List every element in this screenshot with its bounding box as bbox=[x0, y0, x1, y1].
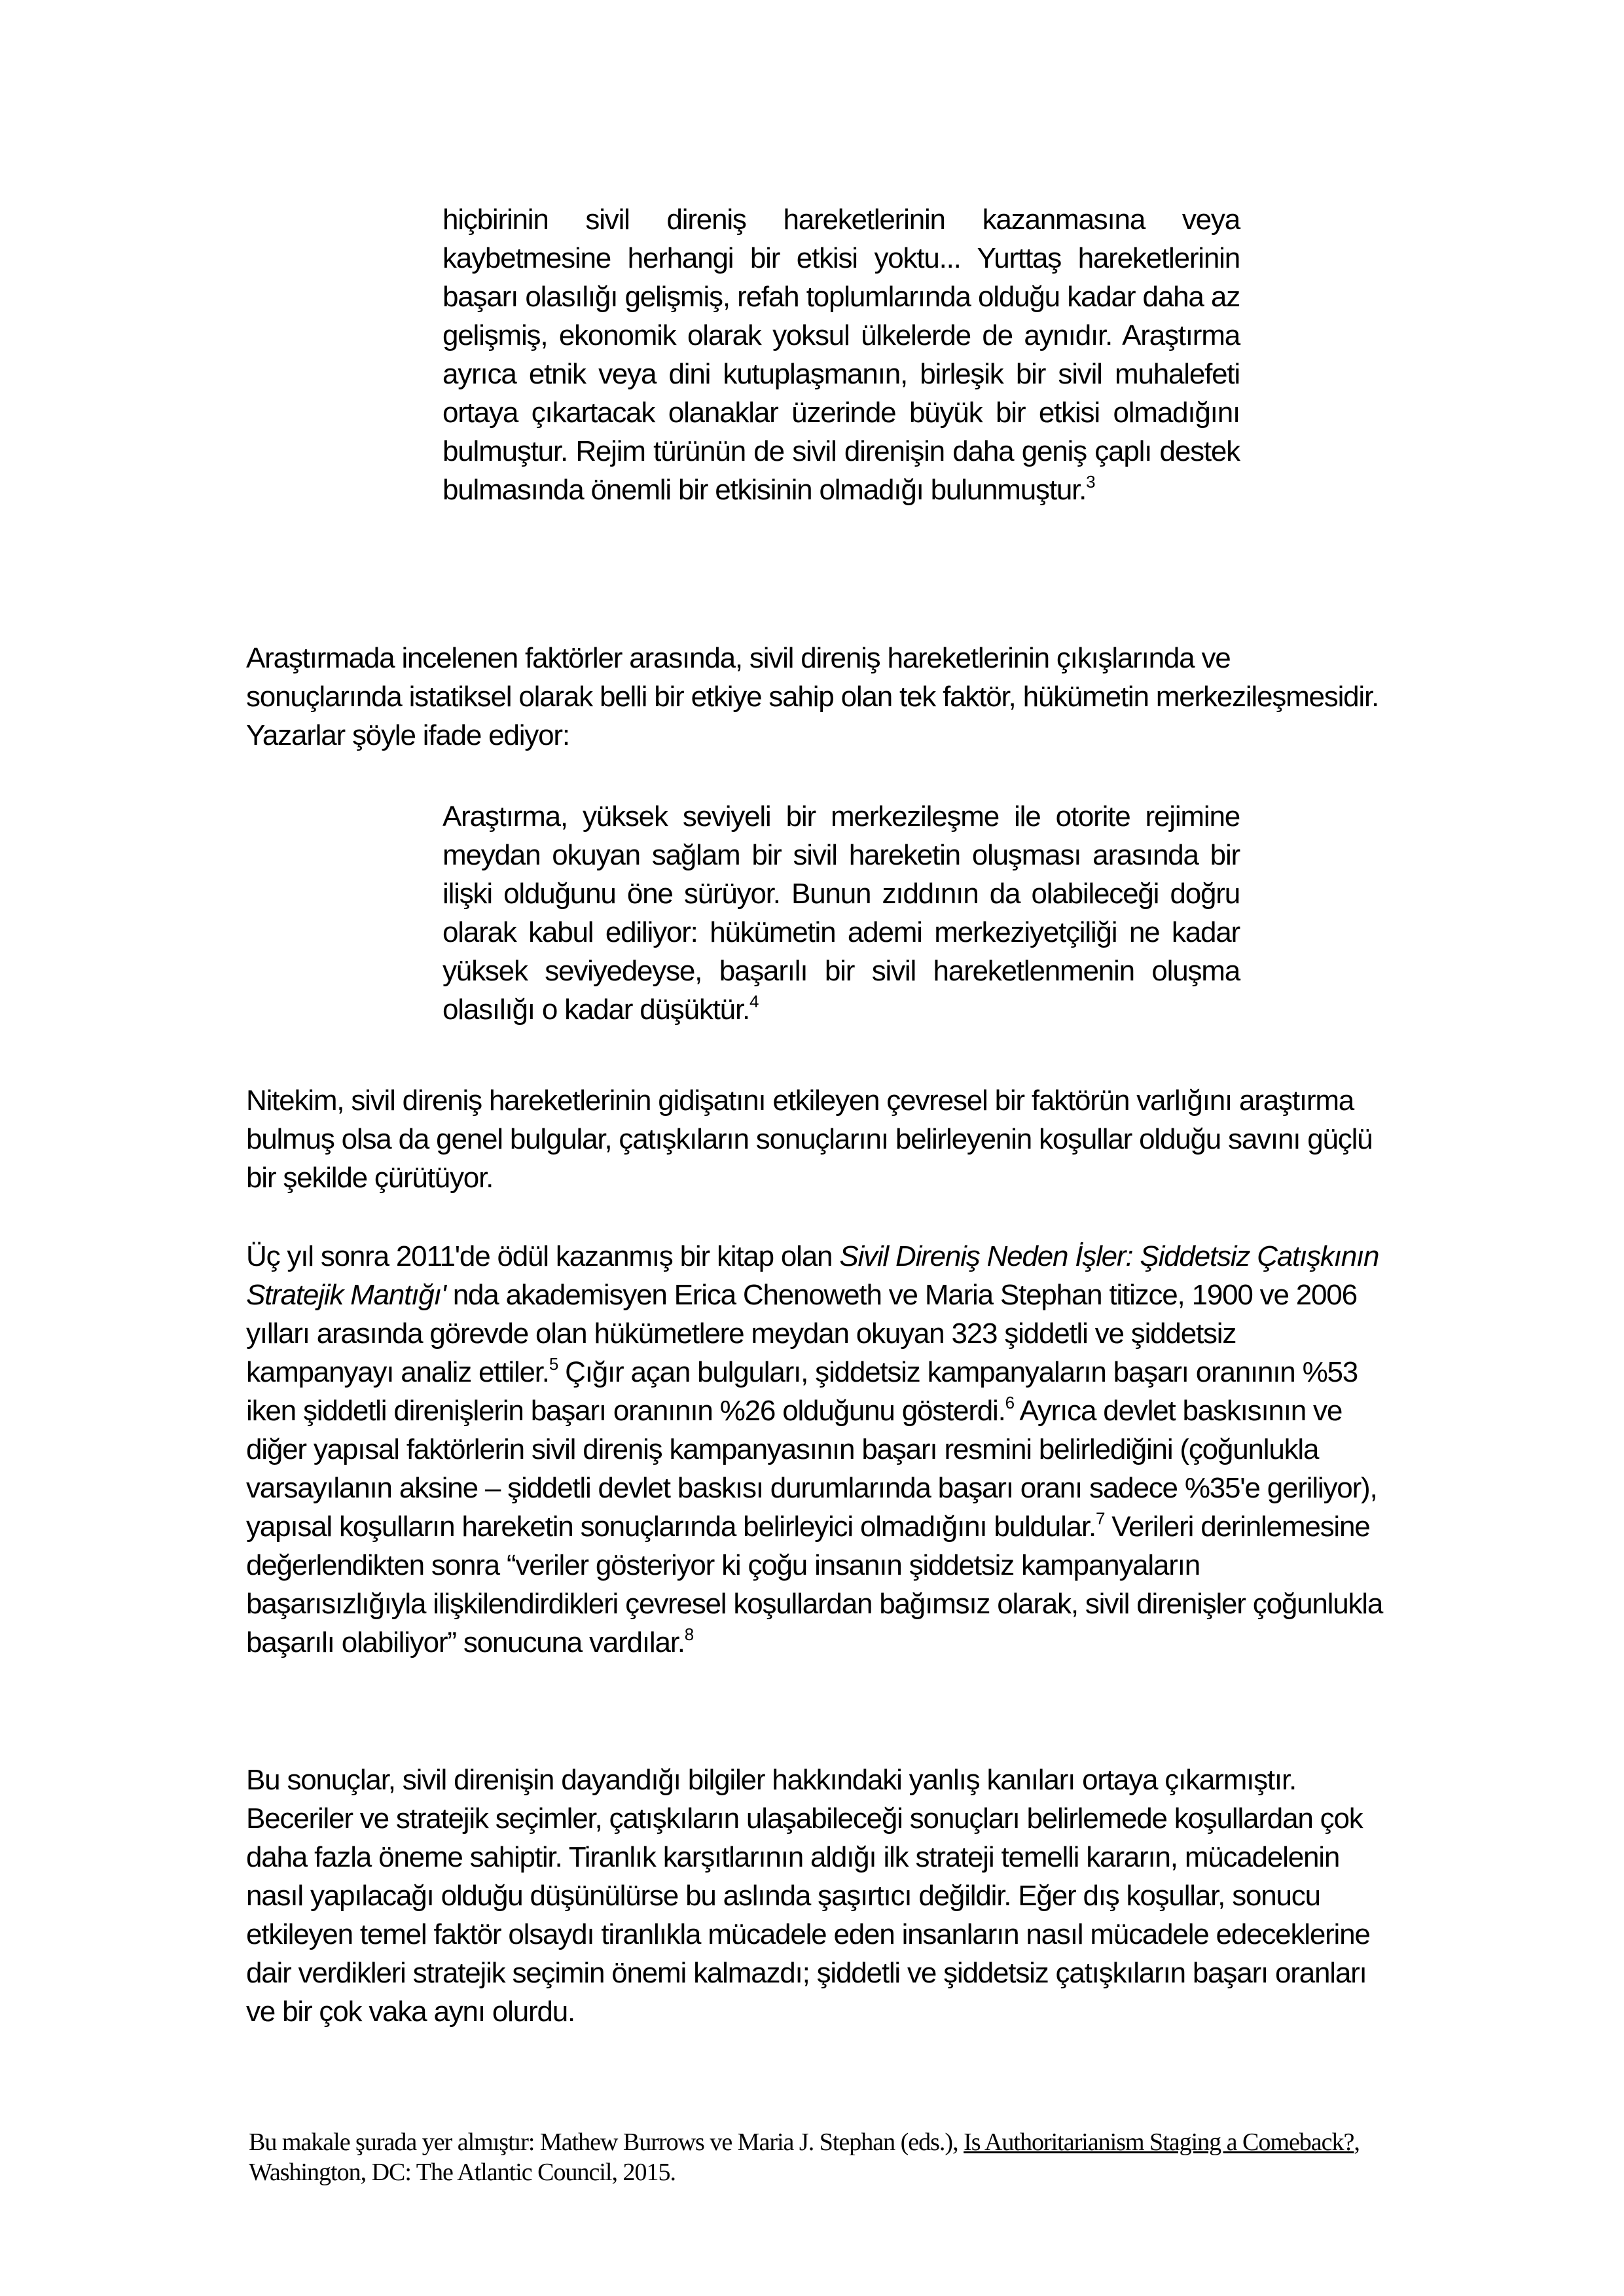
paragraph-3-segment-3: Ayrıca devlet baskısının ve diğer yapısal faktörlerin sivil direniş kampanyasının başarı resmini belirlediğini (çoğunlukla varsayılanın aksine – şiddetli devlet baskısı durumlarında başarı oranı sadece %35'e geriliyor), yapısal koşulların hareketin sonuçlarında belirleyici olmadığını buldular. bbox=[246, 1395, 1377, 1543]
footer-prefix: Bu makale şurada yer almıştır: Mathew Burrows ve Maria J. Stephan (eds.), bbox=[249, 2128, 964, 2156]
paragraph-1: Araştırmada incelenen faktörler arasında, sivil direniş hareketlerinin çıkışlarında ve sonuçlarında istatiksel olarak belli bir etkiye sahip olan tek faktör, hükümetin merkezileşmesidir. Yazarlar şöyle ifade ediyor: bbox=[246, 642, 1379, 751]
block-quote-2 bbox=[442, 797, 1240, 1029]
block-quote-2-text: Araştırma, yüksek seviyeli bir merkezileşme ile otorite rejimine meydan okuyan sağlam bir sivil hareketin oluşması arasında bir ilişki olduğunu öne sürüyor. Bunun zıddının da olabileceği doğru olarak kabul ediliyor: hükümetin ademi merkeziyetçiliği ne kadar yüksek seviyedeyse, başarılı bir sivil hareketlenmenin oluşma olasılığı o kadar düşüktür. bbox=[442, 800, 1240, 1026]
paragraph-3-segment-1: nda akademisyen Erica Chenoweth ve Maria Stephan titizce, 1900 ve 2006 yılları arasında görevde olan hükümetlere meydan okuyan 323 şiddetli ve şiddetsiz kampanyayı analiz ettiler. bbox=[246, 1279, 1357, 1388]
paragraph-3-intro: Üç yıl sonra 2011'de ödül kazanmış bir kitap olan bbox=[246, 1240, 840, 1272]
footnote-ref-5[interactable]: 5 bbox=[549, 1354, 558, 1374]
footnote-ref-3[interactable]: 3 bbox=[1086, 472, 1095, 492]
page-footer-citation bbox=[249, 2127, 1375, 2187]
book-title: Sivil Direniş Neden İşler: Şiddetsiz Çatışkının Stratejik Mantığı' bbox=[246, 1240, 1379, 1311]
paragraph-4: Bu sonuçlar, sivil direnişin dayandığı bilgiler hakkındaki yanlış kanıları ortaya çıkarmıştır. Beceriler ve stratejik seçimler, çatışkıların ulaşabileceği sonuçları belirlemede koşullardan çok daha fazla öneme sahiptir. Tiranlık karşıtlarının aldığı ilk strateji temelli kararın, mücadelenin nasıl yapılacağı olduğu düşünülürse bu aslında şaşırtıcı değildir. Eğer dış koşullar, sonucu etkileyen temel faktör olsaydı tiranlıkla mücadele eden insanların nasıl mücadele edeceklerine dair verdikleri stratejik seçimin önemi kalmazdı; şiddetli ve şiddetsiz çatışkıların başarı oranları ve bir çok vaka aynı olurdu. bbox=[246, 1764, 1370, 2028]
paragraph-2: Nitekim, sivil direniş hareketlerinin gidişatını etkileyen çevresel bir faktörün varlığını araştırma bulmuş olsa da genel bulgular, çatışkıların sonuçlarını belirleyenin koşullar olduğu savını güçlü bir şekilde çürütüyor. bbox=[246, 1085, 1373, 1194]
block-quote-1-text: hiçbirinin sivil direniş hareketlerinin kazanmasına veya kaybetmesine herhangi bir etkisi yoktu... Yurttaş hareketlerinin başarı olasılığı gelişmiş, refah toplumlarında olduğu kadar daha az gelişmiş, ekonomik olarak yoksul ülkelerde de aynıdır. Araştırma ayrıca etnik veya dini kutuplaşmanın, birleşik bir sivil muhalefeti ortaya çıkartacak olanaklar üzerinde büyük bir etkisi olmadığını bulmuştur. Rejim türünün de sivil direnişin daha geniş çaplı destek bulmasında önemli bir etkisinin olmadığı bulunmuştur. bbox=[442, 204, 1240, 506]
footnote-ref-4[interactable]: 4 bbox=[749, 992, 759, 1011]
paragraph-3-segment-4: Verileri derinlemesine değerlendikten sonra “veriler gösteriyor ki çoğu insanın şiddetsiz kampanyaların başarısızlığıyla ilişkilendirdikleri çevresel koşullardan bağımsız olarak, sivil direnişler çoğunlukla başarılı olabiliyor” sonucuna vardılar. bbox=[246, 1511, 1383, 1659]
footer-book-link[interactable]: Is Authoritarianism Staging a Comeback? bbox=[964, 2128, 1354, 2156]
footnote-ref-7[interactable]: 7 bbox=[1095, 1509, 1105, 1528]
footnote-ref-8[interactable]: 8 bbox=[684, 1624, 694, 1644]
paragraph-3 bbox=[246, 1237, 1385, 1662]
block-quote-1 bbox=[442, 200, 1240, 509]
footnote-ref-6[interactable]: 6 bbox=[1005, 1393, 1014, 1412]
paragraph-3-segment-2: Çığır açan bulguları, şiddetsiz kampanyaların başarı oranının %53 iken şiddetli direnişlerin başarı oranının %26 olduğunu gösterdi. bbox=[246, 1356, 1358, 1427]
footer-suffix: , Washington, DC: The Atlantic Council, 2015. bbox=[249, 2128, 1360, 2186]
